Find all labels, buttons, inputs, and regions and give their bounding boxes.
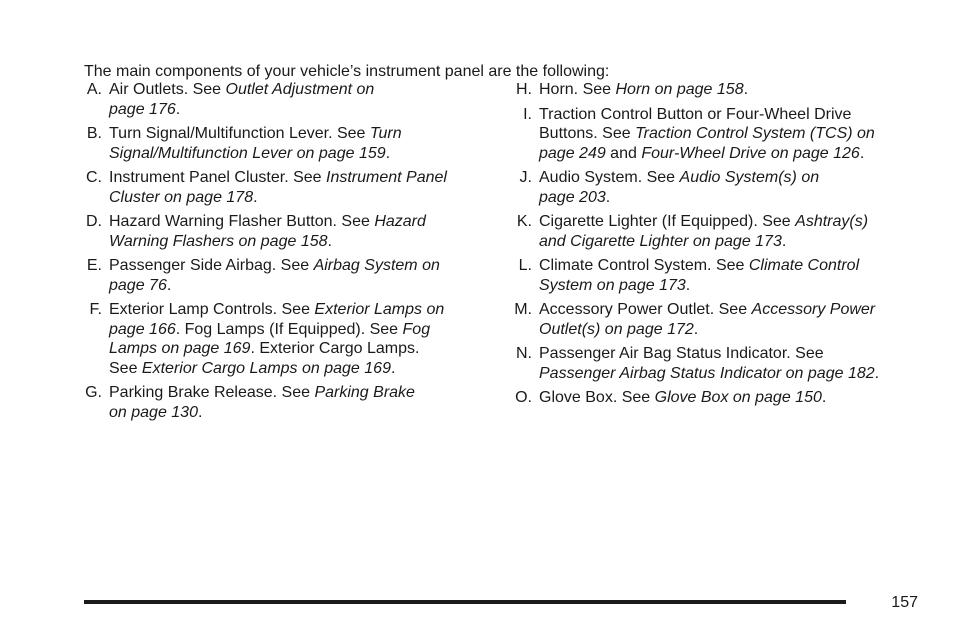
item-text-segment: . [685,276,691,294]
item-letter: K. [516,213,532,230]
page-reference: Outlet(s) on page 172 [539,320,694,338]
item-letter: O. [515,389,532,406]
footer-rule [84,600,846,604]
page-reference: Signal/Multifunction Lever on page 159 [109,144,386,162]
item-text-segment: Exterior Lamp Controls. See [109,301,315,318]
item-text-segment: . [781,232,787,250]
item-letter: D. [86,213,102,230]
item-text-segment: Passenger Side Airbag. See [109,257,314,274]
item-text-segment: . [821,389,827,406]
item-text [539,168,930,207]
item-text-segment: . [859,144,865,162]
page-reference: Turn [369,125,402,142]
list-item [80,168,500,207]
item-text-segment: . [327,232,332,250]
intro-paragraph: The main components of your vehicle’s instrument panel are the following: [84,63,610,80]
list-item [80,124,500,163]
page-reference: Exterior Lamps on [314,301,445,318]
page-reference: on page 130 [109,403,198,421]
list-item [80,256,500,295]
list-item [80,212,500,251]
item-text [109,212,500,251]
page-number: 157 [891,594,918,611]
item-text-segment: . [175,100,181,118]
list-item [510,344,930,383]
page-reference: Instrument Panel [326,169,447,186]
item-text-segment: . [385,144,391,162]
item-text [109,300,500,378]
page-reference: Airbag System on [313,257,440,274]
item-letter: G. [85,384,102,401]
page-reference: System on page 173 [539,276,686,294]
item-text [539,105,930,164]
item-text [539,388,930,408]
list-item [510,80,930,100]
page-reference: Climate Control [748,257,860,274]
page-reference: page 249 [539,144,606,162]
item-text-segment: . [605,188,611,206]
item-text-segment: Cigarette Lighter (If Equipped). See [539,213,796,230]
list-item [80,383,500,422]
page-reference: Exterior Cargo Lamps on page 169 [141,359,391,377]
item-letter: F. [89,301,102,318]
item-text-segment: . Exterior Cargo Lamps. [250,340,420,357]
item-text-segment: Traction Control Button or Four-Wheel Drive [539,105,852,123]
item-text [539,80,930,100]
page-reference: Lamps on page 169 [109,340,251,357]
page-reference: Ashtray(s) [795,213,869,230]
item-letter: A. [86,81,102,98]
item-letter: H. [516,81,532,98]
list-item [80,80,500,119]
item-text [539,344,930,383]
item-text-segment: Horn. See [539,81,616,98]
page-reference: page 76 [109,276,167,294]
page-reference: page 176 [109,100,176,118]
list-item [80,300,500,378]
page-reference: Glove Box on page 150 [654,389,822,406]
item-text-segment: See [109,359,142,377]
item-text [109,256,500,295]
list-item [510,212,930,251]
item-text-segment: . [874,364,880,382]
component-list-right [510,80,930,413]
page-reference: and Cigarette Lighter on page 173 [539,232,782,250]
item-text-segment: Accessory Power Outlet. See [539,301,752,318]
item-letter: I. [523,105,532,123]
item-text-segment: Air Outlets. See [109,81,226,98]
item-letter: M. [514,301,532,318]
item-text-segment: . [197,403,203,421]
page-reference: Cluster on page 178 [109,188,254,206]
item-text-segment: Hazard Warning Flasher Button. See [109,213,375,230]
page-reference: Horn on page 158 [615,81,744,98]
list-item [510,256,930,295]
item-text-segment: . Fog Lamps (If Equipped). See [175,320,403,338]
list-item [510,300,930,339]
item-text [109,124,500,163]
item-letter: J. [519,169,532,186]
item-letter: B. [86,125,102,142]
page-reference: page 166 [109,320,176,338]
list-item [510,105,930,164]
item-text-segment: Climate Control System. See [539,257,749,274]
item-text-segment: Audio System. See [539,169,680,186]
item-text-segment: . [693,320,699,338]
page-reference: Warning Flashers on page 158 [109,232,328,250]
page-reference: page 203 [539,188,606,206]
item-text [539,212,930,251]
item-text-segment: Glove Box. See [539,389,655,406]
component-list-left [80,80,500,427]
item-letter: L. [518,257,532,274]
item-text-segment: Passenger Air Bag Status Indicator. See [539,345,824,362]
page-reference: Traction Control System (TCS) on [635,125,875,142]
item-text-segment: . [390,359,396,377]
item-letter: C. [86,169,102,186]
item-text [539,300,930,339]
page-reference: Accessory Power [751,301,876,318]
item-text-segment: . [253,188,258,206]
page-reference: Fog [402,320,431,338]
item-text-segment: Parking Brake Release. See [109,384,315,401]
page-reference: Outlet Adjustment on [225,81,375,98]
page-reference: Passenger Airbag Status Indicator on page 182 [539,364,875,382]
page-reference: Hazard [374,213,426,230]
item-text [109,383,500,422]
item-text-segment: Buttons. See [539,125,636,142]
page-reference: Parking Brake [314,384,415,401]
item-text [109,168,500,207]
item-letter: N. [516,345,532,362]
item-letter: E. [86,257,102,274]
page-reference: Audio System(s) on [679,169,820,186]
item-text [109,80,500,119]
item-text-segment: and [605,144,642,162]
page-reference: Four-Wheel Drive on page 126 [641,144,860,162]
item-text-segment: Turn Signal/Multifunction Lever. See [109,125,370,142]
item-text-segment: Instrument Panel Cluster. See [109,169,326,186]
item-text [539,256,930,295]
list-item [510,168,930,207]
list-item [510,388,930,408]
item-text-segment: . [743,81,749,98]
item-text-segment: . [166,276,172,294]
